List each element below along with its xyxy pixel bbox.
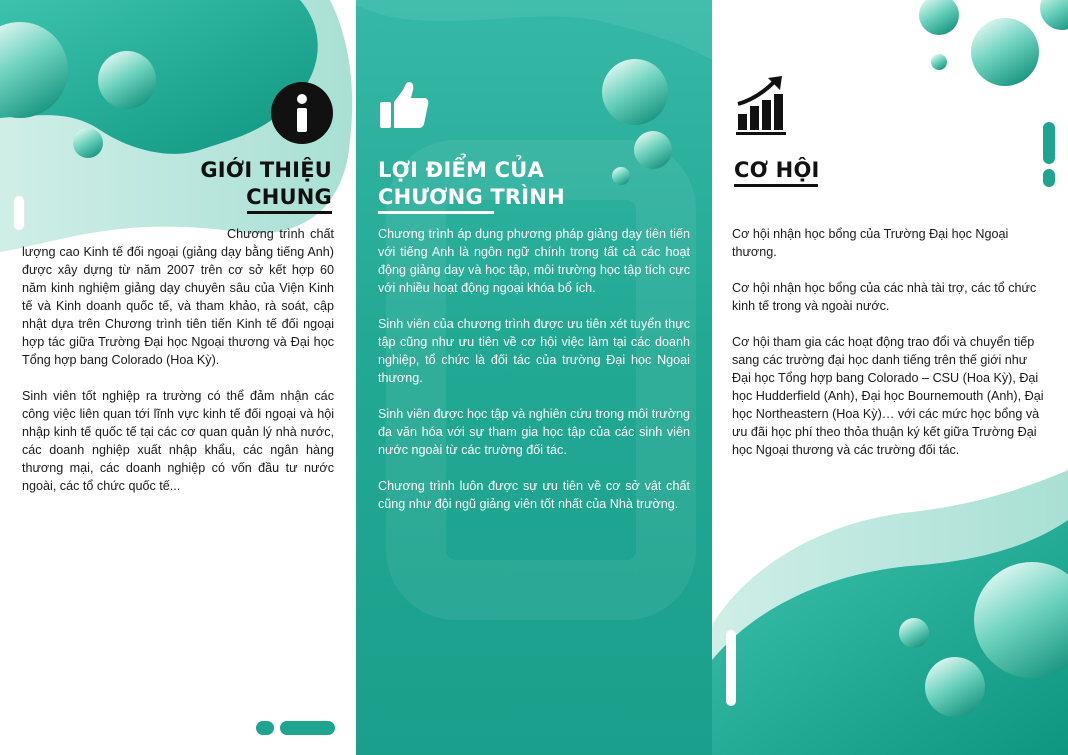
bubble-shape	[612, 167, 630, 185]
paragraph: Chương trình chất lượng cao Kinh tế đối ngoại (giảng dạy bằng tiếng Anh) được xây dựng từ năm 2007 trên cơ sở kết hợp 60 năm kinh nghiệm giảng dạy chuyên sâu của Viện Kinh tế và Kinh doanh quốc tế, và tham khảo, rà soát, cập nhật dựa trên Chương trình tiên tiến Kinh tế đối ngoại hợp tác giữa Trường Đại học Ngoại thương và Đại học Tổng hợp bang Colorado (Hoa Kỳ).	[22, 227, 334, 367]
section-title-line: CHƯƠNG TRÌNH	[378, 185, 565, 209]
decorative-pill	[1043, 169, 1055, 187]
panel-program-advantages	[356, 0, 712, 755]
section-body	[378, 225, 690, 531]
growth-chart-icon	[734, 74, 790, 136]
paragraph: Sinh viên được học tập và nghiên cứu trong môi trường đa văn hóa với sự tham gia học tập của các sinh viên nước ngoài từ các trường đối tác.	[378, 407, 690, 457]
section-title	[378, 157, 565, 211]
decorative-pill	[280, 721, 335, 735]
title-underline	[378, 211, 494, 214]
bubble-shape	[919, 0, 959, 35]
section-title-line: CƠ HỘI	[734, 158, 820, 182]
section-title	[200, 157, 332, 211]
section-body	[22, 225, 334, 513]
bubble-shape	[73, 128, 103, 158]
title-underline	[247, 211, 332, 214]
paragraph: Sinh viên của chương trình được ưu tiên xét tuyển thực tập cũng như ưu tiên về cơ hội việc làm tại các doanh nghiệp, tổ chức là đối tác của trường Đại học Ngoại thương.	[378, 317, 690, 385]
section-body	[732, 225, 1048, 477]
section-title-line: GIỚI THIỆU	[200, 158, 332, 182]
section-title-line: CHUNG	[246, 185, 332, 209]
bubble-shape	[602, 59, 668, 125]
title-underline	[734, 184, 818, 187]
bubble-shape	[971, 18, 1039, 86]
paragraph: Chương trình áp dụng phương pháp giảng dạy tiên tiến với tiếng Anh là ngôn ngữ chính trong tất cả các hoạt động giảng dạy và học tập, môi trường học tập tích cực với nhiều hoạt động ngoại khóa bổ ích.	[378, 227, 690, 295]
paragraph: Sinh viên tốt nghiệp ra trường có thể đảm nhận các công việc liên quan tới lĩnh vực kinh tế đối ngoại và hội nhập kinh tế quốc tế tại các cơ quan quản lý nhà nước, các doanh nghiệp xuất nhập khẩu, các ngân hàng thương mại, các doanh nghiệp có vốn đầu tư nước ngoài, các tổ chức quốc tế...	[22, 389, 334, 493]
section-title-line: LỢI ĐIỂM CỦA	[378, 158, 544, 182]
panel-introduction	[0, 0, 356, 755]
bubble-shape	[98, 51, 156, 109]
paragraph: Cơ hội nhận học bổng của Trường Đại học Ngoại thương.	[732, 227, 1009, 259]
bubble-shape	[634, 131, 672, 169]
paragraph: Cơ hội nhận học bổng của các nhà tài trợ, các tổ chức kinh tế trong và ngoài nước.	[732, 281, 1037, 313]
info-icon	[271, 82, 333, 144]
decorative-pill	[726, 630, 736, 706]
paragraph: Cơ hội tham gia các hoạt động trao đổi và chuyển tiếp sang các trường đại học danh tiếng trên thế giới như Đại học Tổng hợp bang Colorado – CSU (Hoa Kỳ), Đại học Hudderfield (Anh), Đại học Bournemouth (Anh), Đại học Northeastern (Hoa Kỳ)… với các mức học bổng và ưu đãi học phí theo thỏa thuận ký kết giữa Trường Đại học Ngoại thương và các trường đối tác.	[732, 335, 1044, 457]
bubble-shape	[925, 657, 985, 717]
panel-opportunities	[712, 0, 1068, 755]
bubble-shape	[1040, 0, 1068, 30]
thumbs-up-icon	[378, 80, 430, 130]
bubble-shape	[931, 54, 947, 70]
decorative-pill	[1043, 122, 1055, 164]
paragraph: Chương trình luôn được sự ưu tiên về cơ sở vật chất cũng như đội ngũ giảng viên tốt nhất của Nhà trường.	[378, 479, 690, 511]
wave-shape	[356, 0, 712, 60]
bubble-shape	[899, 618, 929, 648]
section-title	[734, 157, 820, 184]
decorative-pill	[256, 721, 274, 735]
